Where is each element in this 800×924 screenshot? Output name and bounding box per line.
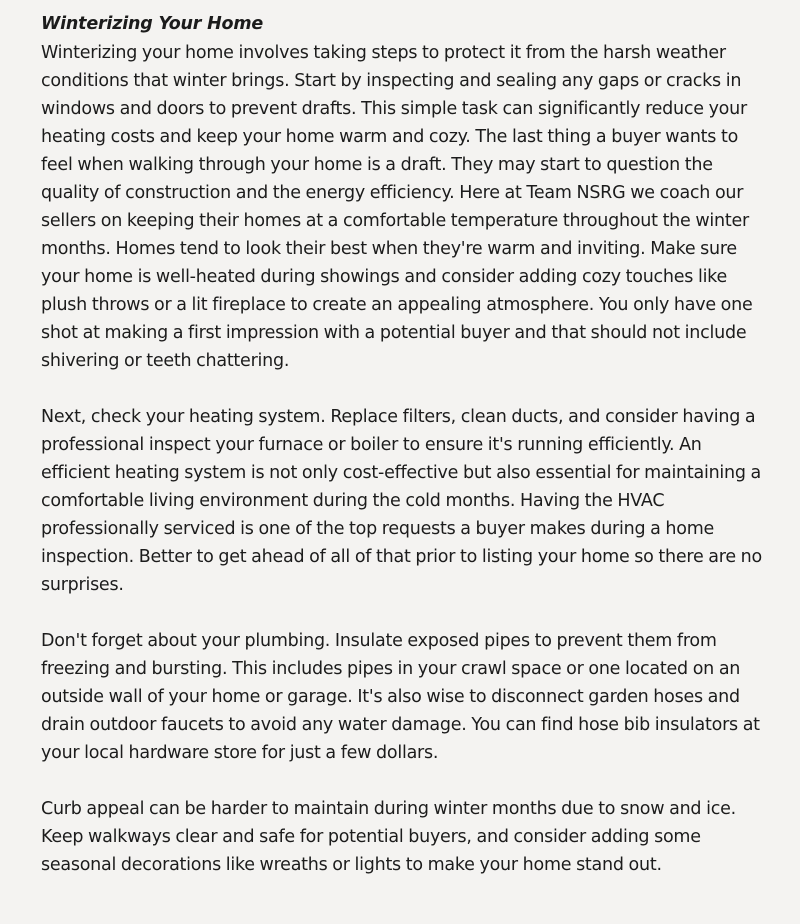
paragraph-heating-system: Next, check your heating system. Replace filters, clean ducts, and consider having a professional inspect your furnace or boiler to ensure it's running efficiently. An efficient heating system is not only cost-effective but also essential for maintaining a comfortable living environment during the cold months. Having the HVAC professionally serviced is one of the top requests a buyer makes during a home inspection. Better to get ahead of all of that prior to listing your home so there are no surprises. — [41, 407, 762, 595]
paragraph-plumbing: Don't forget about your plumbing. Insulate exposed pipes to prevent them from freezing and bursting. This includes pipes in your crawl space or one located on an outside wall of your home or garage. It's also wise to disconnect garden hoses and drain outdoor faucets to avoid any water damage. You can find hose bib insulators at your local hardware store for just a few dollars. — [41, 631, 760, 763]
paragraph-curb-appeal: Curb appeal can be harder to maintain during winter months due to snow and ice. Keep walkways clear and safe for potential buyers, and consider adding some seasonal decorations like wreaths or lights to make your home stand out. — [41, 799, 736, 875]
article-title: Winterizing Your Home — [41, 14, 264, 34]
paragraph-intro-drafts: Winterizing your home involves taking steps to protect it from the harsh weather conditions that winter brings. Start by inspecting and sealing any gaps or cracks in windows and doors to prevent drafts. This simple task can significantly reduce your heating costs and keep your home warm and cozy. The last thing a buyer wants to feel when walking through your home is a draft. They may start to question the quality of construction and the energy efficiency. Here at Team NSRG we coach our sellers on keeping their homes at a comfortable temperature throughout the winter months. Homes tend to look their best when they're warm and inviting. Make sure your home is well-heated during showings and consider adding cozy touches like plush throws or a lit fireplace to create an appealing atmosphere. You only have one shot at making a first impression with a potential buyer and that should not include shivering or teeth chattering. — [41, 43, 753, 371]
